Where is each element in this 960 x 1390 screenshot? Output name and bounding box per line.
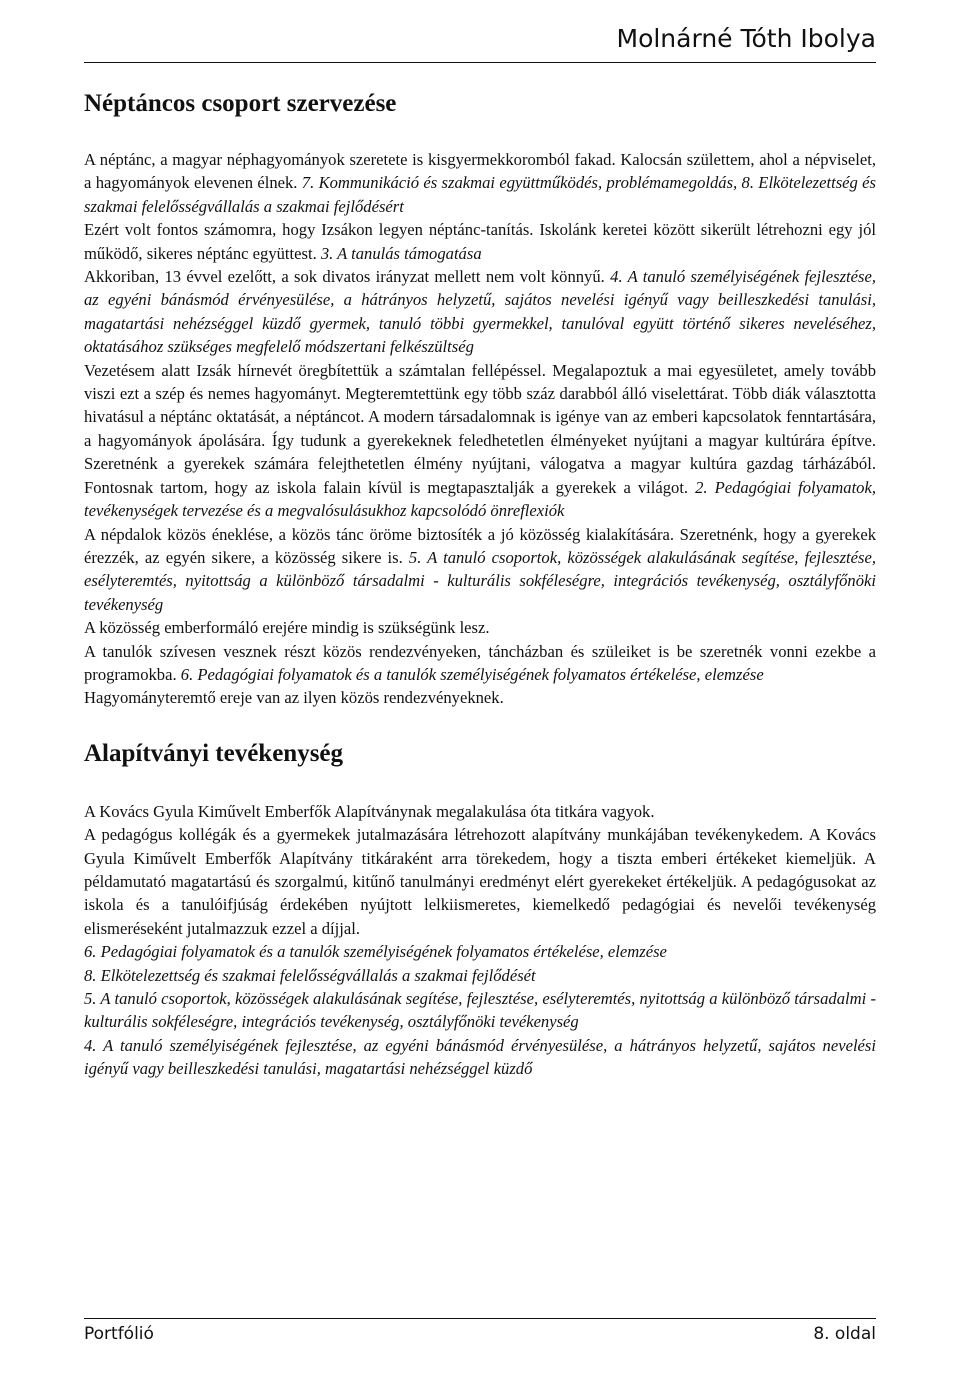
text-run: A tanulók szívesen vesznek részt közös rendezvényeken, táncházban és szüleiket is be szeretnék vonni ezekbe a programokba. — [84, 641, 876, 684]
text-run: A népdalok közös éneklése, a közös tánc öröme biztosíték a jó közösség kialakítására. Szeretnénk, hogy a gyerekek érezzék, az egyén sikere, a közösség sikere is. — [84, 524, 876, 567]
italic-text-run: 6. Pedagógiai folyamatok és a tanulók személyiségének folyamatos értékelése, elemzése — [84, 942, 667, 962]
text-run: Ezért volt fontos számomra, hogy Izsákon legyen néptánc-tanítás. Iskolánk keretei között sikerült létrehozni egy jól működő, sikeres néptánc együttest. — [84, 220, 876, 263]
header-author: Molnárné Tóth Ibolya — [616, 24, 876, 53]
section-title-neptanc: Néptáncos csoport szervezése — [84, 90, 397, 117]
paragraph — [84, 823, 876, 940]
paragraph — [84, 1034, 876, 1081]
paragraph — [84, 265, 876, 359]
text-run: Akkoriban, 13 évvel ezelőtt, a sok divatos irányzat mellett nem volt könnyű. — [84, 267, 611, 287]
italic-text-run: 8. Elkötelezettség és szakmai felelősségvállalás a szakmai fejlődését — [84, 965, 536, 985]
footer-label: Portfólió — [84, 1324, 154, 1344]
paragraph — [84, 218, 876, 265]
paragraph — [84, 940, 876, 963]
italic-text-run: 4. A tanuló személyiségének fejlesztése, az egyéni bánásmód érvényesülése, a hátrányos helyzetű, sajátos nevelési igényű vagy beilleszkedési tanulási, magatartási nehézséggel küzdő gyermek, tanuló többi gyermekkel, tanulóval együtt történő sikeres neveléséhez, oktatásához szükséges megfelelő módszertani felkészültség — [84, 267, 876, 357]
italic-text-run: 2. Pedagógiai folyamatok, tevékenységek tervezése és a megvalósulásukhoz kapcsolódó önreflexiók — [84, 477, 876, 521]
paragraph — [84, 640, 876, 687]
italic-text-run: 5. A tanuló csoportok, közösségek alakulásának segítése, fejlesztése, esélyteremtés, nyitottság a különböző társadalmi - kulturális sokféleségre, integrációs tevékenység, osztályfőnöki tevékenység — [84, 989, 876, 1032]
text-run: A pedagógus kollégák és a gyermekek jutalmazására létrehozott alapítvány munkájában tevékenykedem. A Kovács Gyula Kiművelt Emberfők Alapítvány titkáraként arra törekedem, hogy a tiszta emberi értékeket kiemeljük. A példamutató magatartású és szorgalmú, kitűnő tanulmányi eredményt elért gyerekeket értékeljük. A pedagógusokat az iskola és a tanulóifjúság érdekében nyújtott lelkiismeretes, kiemelkedő pedagógiai és nevelői tevékenység elismeréseként jutalmazzuk ezzel a díjjal. — [84, 825, 876, 938]
paragraph — [84, 359, 876, 523]
section-title-alapitvany: Alapítványi tevékenység — [84, 739, 344, 767]
paragraph — [84, 616, 876, 639]
italic-text-run: 4. A tanuló személyiségének fejlesztése, az egyéni bánásmód érvényesülése, a hátrányos helyzetű, sajátos nevelési igényű vagy beilleszkedési tanulási, magatartási nehézséggel küzdő — [84, 1035, 876, 1079]
text-run: A közösség emberformáló erejére mindig is szükségünk lesz. — [84, 618, 490, 638]
paragraph — [84, 523, 876, 617]
text-run: A Kovács Gyula Kiművelt Emberfők Alapítványnak megalakulása óta titkára vagyok. — [84, 801, 655, 821]
page-footer — [84, 1318, 876, 1353]
italic-text-run: 5. A tanuló csoportok, közösségek alakulásának segítése, fejlesztése, esélyteremtés, nyitottság a különböző társadalmi - kulturális sokféleségre, integrációs tevékenység, osztályfőnöki tevékenység — [84, 547, 876, 614]
page-header — [84, 14, 876, 63]
text-run: A néptánc, a magyar néphagyományok szeretete is kisgyermekkoromból fakad. Kalocsán születtem, ahol a népviselet, a hagyományok elevenen élnek. — [84, 150, 876, 193]
text-run: Hagyományteremtő ereje van az ilyen közös rendezvényeknek. — [84, 688, 504, 708]
paragraph — [84, 800, 876, 823]
paragraph — [84, 148, 876, 218]
page-content — [84, 86, 876, 1081]
paragraph — [84, 964, 876, 987]
italic-text-run: 3. A tanulás támogatása — [320, 243, 482, 263]
paragraph — [84, 686, 876, 709]
page-number: 8. oldal — [813, 1324, 876, 1344]
italic-text-run: 6. Pedagógiai folyamatok és a tanulók személyiségének folyamatos értékelése, elemzése — [180, 664, 764, 684]
italic-text-run: 7. Kommunikáció és szakmai együttműködés, problémamegoldás, 8. Elkötelezettség és szakmai felelősségvállalás a szakmai fejlődésért — [84, 173, 876, 216]
text-run: Vezetésem alatt Izsák hírnevét öregbítettük a számtalan fellépéssel. Megalapoztuk a mai egyesületet, amely tovább viszi ezt a szép és nemes hagyományt. Megteremtettünk egy több száz darabból álló viselettárat. Több diák választotta hivatásul a néptánc oktatását, a néptáncot. A modern társadalomnak is igénye van az emberi kapcsolatok fenntartására, a hagyományok ápolására. Így tudunk a gyerekeknek feledhetetlen élményeket nyújtani a magyar kultúrára építve. Szeretnénk a gyerekek számára felejthetetlen élmény nyújtani, válogatva a magyar kultúra gazdag tárházából. Fontosnak tartom, hogy az iskola falain kívül is megtapasztalják a gyerekek a világot. — [84, 360, 876, 497]
paragraph — [84, 987, 876, 1034]
